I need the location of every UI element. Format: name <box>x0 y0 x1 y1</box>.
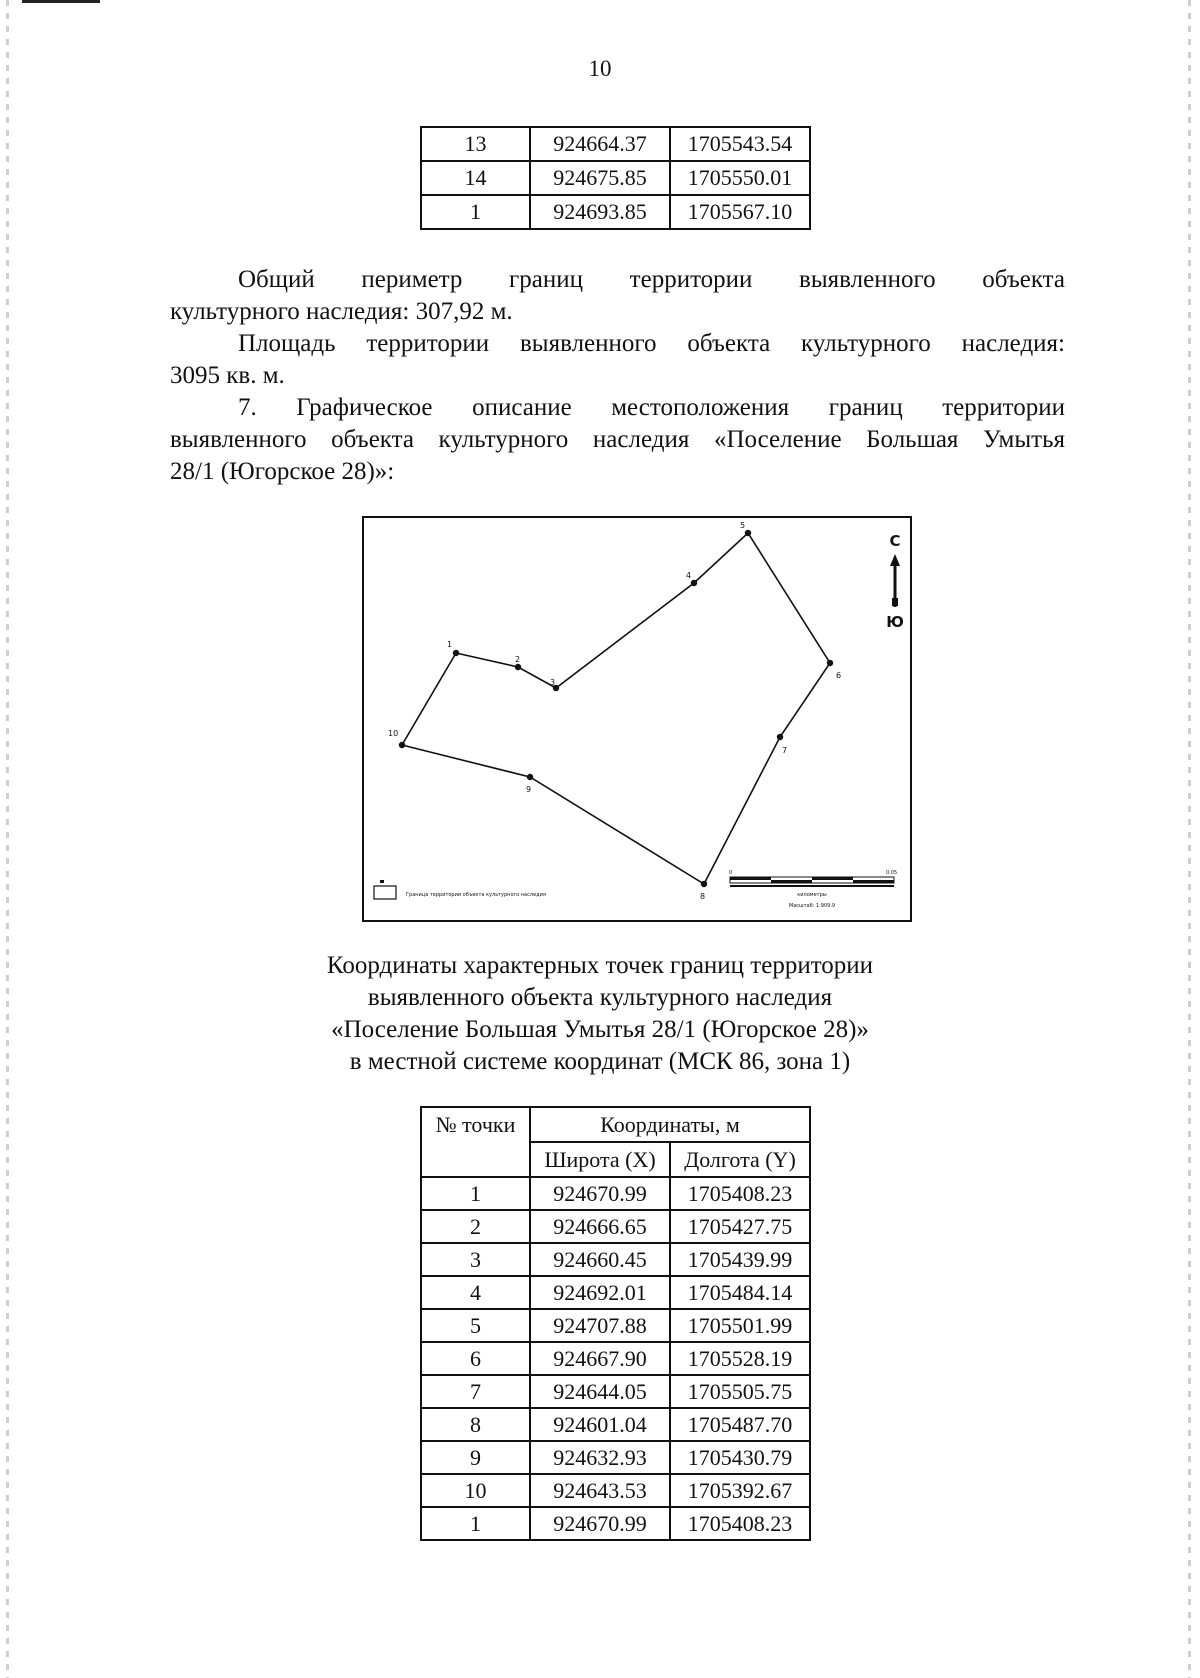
point-cell: 10 <box>421 1474 530 1507</box>
point-cell: 1 <box>421 1507 530 1540</box>
y-cell: 1705567.10 <box>670 195 810 229</box>
y-cell: 1705505.75 <box>670 1375 810 1408</box>
map-label-1: 1 <box>447 640 453 649</box>
y-cell: 1705430.79 <box>670 1441 810 1474</box>
point-cell: 9 <box>421 1441 530 1474</box>
item7-line-2: выявленного объекта культурного наследия «Поселение Большая Умытья <box>170 426 1065 453</box>
table-row <box>421 1276 810 1309</box>
map-point-8 <box>701 881 707 887</box>
point-cell: 6 <box>421 1342 530 1375</box>
table-row <box>421 1309 810 1342</box>
scale-ratio: Масштаб: 1:909.9 <box>788 903 836 909</box>
map-label-2: 2 <box>515 655 521 664</box>
table-row <box>421 1243 810 1276</box>
caption-line-4: в местной системе координат (МСК 86, зона 1) <box>349 1048 851 1075</box>
x-cell: 924693.85 <box>530 195 670 229</box>
point-cell: 8 <box>421 1408 530 1441</box>
map-label-6: 6 <box>836 671 842 680</box>
caption-line-2: выявленного объекта культурного наследия <box>367 984 833 1011</box>
y-cell: 1705528.19 <box>670 1342 810 1375</box>
x-cell: 924667.90 <box>530 1342 670 1375</box>
x-cell: 924692.01 <box>530 1276 670 1309</box>
map-label-10: 10 <box>388 729 399 738</box>
y-cell: 1705543.54 <box>670 127 810 161</box>
item7-line-3: 28/1 (Югорское 28)»: <box>170 458 395 485</box>
map-label-8: 8 <box>700 892 706 901</box>
perimeter-line-2: культурного наследия: 307,92 м. <box>170 298 513 325</box>
coordinates-table <box>420 1106 811 1541</box>
table-row <box>421 1210 810 1243</box>
table-row <box>421 1342 810 1375</box>
point-cell: 14 <box>421 161 530 195</box>
table-row <box>421 127 810 161</box>
coordinates-caption <box>0 950 1200 1078</box>
y-cell: 1705392.67 <box>670 1474 810 1507</box>
y-cell: 1705408.23 <box>670 1507 810 1540</box>
legend-swatch-icon <box>374 886 396 899</box>
map-label-9: 9 <box>526 785 532 794</box>
page-number: 10 <box>588 56 612 81</box>
y-cell: 1705487.70 <box>670 1408 810 1441</box>
x-cell: 924632.93 <box>530 1441 670 1474</box>
table-row <box>421 1177 810 1210</box>
point-cell: 2 <box>421 1210 530 1243</box>
coordinates-table-body <box>421 1177 810 1540</box>
boundary-polygon <box>402 533 830 884</box>
map-label-5: 5 <box>740 521 746 530</box>
area-line-1: Площадь территории выявленного объекта культурного наследия: <box>238 330 1065 357</box>
scan-mark <box>22 0 100 3</box>
map-point-2 <box>515 664 521 670</box>
legend-marker-icon <box>380 880 384 883</box>
y-cell: 1705408.23 <box>670 1177 810 1210</box>
caption-line-1: Координаты характерных точек границ территории <box>326 952 874 979</box>
map-point-6 <box>827 660 833 666</box>
scale-unit: километры <box>797 892 827 898</box>
point-cell: 7 <box>421 1375 530 1408</box>
caption-line-3: «Поселение Большая Умытья 28/1 (Югорское 28)» <box>331 1016 869 1043</box>
x-cell: 924670.99 <box>530 1177 670 1210</box>
map-point-4 <box>691 580 697 586</box>
south-label: Ю <box>886 613 904 631</box>
area-line-2: 3095 кв. м. <box>170 362 285 389</box>
x-cell: 924644.05 <box>530 1375 670 1408</box>
north-arrow-icon <box>886 532 904 631</box>
y-cell: 1705439.99 <box>670 1243 810 1276</box>
table-row <box>421 161 810 195</box>
map-point-7 <box>777 734 783 740</box>
table-row <box>421 1474 810 1507</box>
table-row <box>421 1375 810 1408</box>
header-point: № точки <box>421 1107 530 1177</box>
y-cell: 1705427.75 <box>670 1210 810 1243</box>
map-label-7: 7 <box>782 746 788 755</box>
map-point-5 <box>745 530 751 536</box>
north-label: С <box>889 532 901 550</box>
x-cell: 924660.45 <box>530 1243 670 1276</box>
x-cell: 924675.85 <box>530 161 670 195</box>
point-cell: 13 <box>421 127 530 161</box>
map-label-3: 3 <box>550 678 556 687</box>
header-coords: Координаты, м <box>530 1107 810 1142</box>
y-cell: 1705550.01 <box>670 161 810 195</box>
point-cell: 1 <box>421 1177 530 1210</box>
perimeter-line-1: Общий периметр границ территории выявленного объекта <box>238 266 1065 293</box>
point-cell: 5 <box>421 1309 530 1342</box>
map-point-10 <box>399 742 405 748</box>
table-row <box>421 1408 810 1441</box>
item7-line-1: 7. Графическое описание местоположения границ территории <box>238 394 1065 421</box>
boundary-map <box>362 516 912 922</box>
x-cell: 924670.99 <box>530 1507 670 1540</box>
point-cell: 1 <box>421 195 530 229</box>
header-lon: Долгота (Y) <box>670 1142 810 1177</box>
y-cell: 1705501.99 <box>670 1309 810 1342</box>
boundary-map-svg <box>364 518 910 920</box>
x-cell: 924664.37 <box>530 127 670 161</box>
map-point-9 <box>527 774 533 780</box>
scale-start: 0 <box>729 870 733 876</box>
table-row <box>421 195 810 229</box>
map-point-1 <box>453 650 459 656</box>
table-row <box>421 1441 810 1474</box>
point-cell: 4 <box>421 1276 530 1309</box>
coordinates-table-continued <box>420 126 811 230</box>
point-cell: 3 <box>421 1243 530 1276</box>
scan-edge-right <box>1188 0 1191 1678</box>
table-header-row <box>421 1107 810 1142</box>
scale-bar <box>729 870 897 909</box>
x-cell: 924601.04 <box>530 1408 670 1441</box>
header-lat: Широта (X) <box>530 1142 670 1177</box>
y-cell: 1705484.14 <box>670 1276 810 1309</box>
scan-edge-left <box>6 0 9 1678</box>
legend-text: Граница территории объекта культурного наследия <box>406 892 546 898</box>
x-cell: 924707.88 <box>530 1309 670 1342</box>
x-cell: 924666.65 <box>530 1210 670 1243</box>
table-row <box>421 1507 810 1540</box>
x-cell: 924643.53 <box>530 1474 670 1507</box>
map-legend <box>374 880 546 899</box>
scale-end: 0.05 <box>886 870 898 876</box>
map-label-4: 4 <box>686 571 692 580</box>
